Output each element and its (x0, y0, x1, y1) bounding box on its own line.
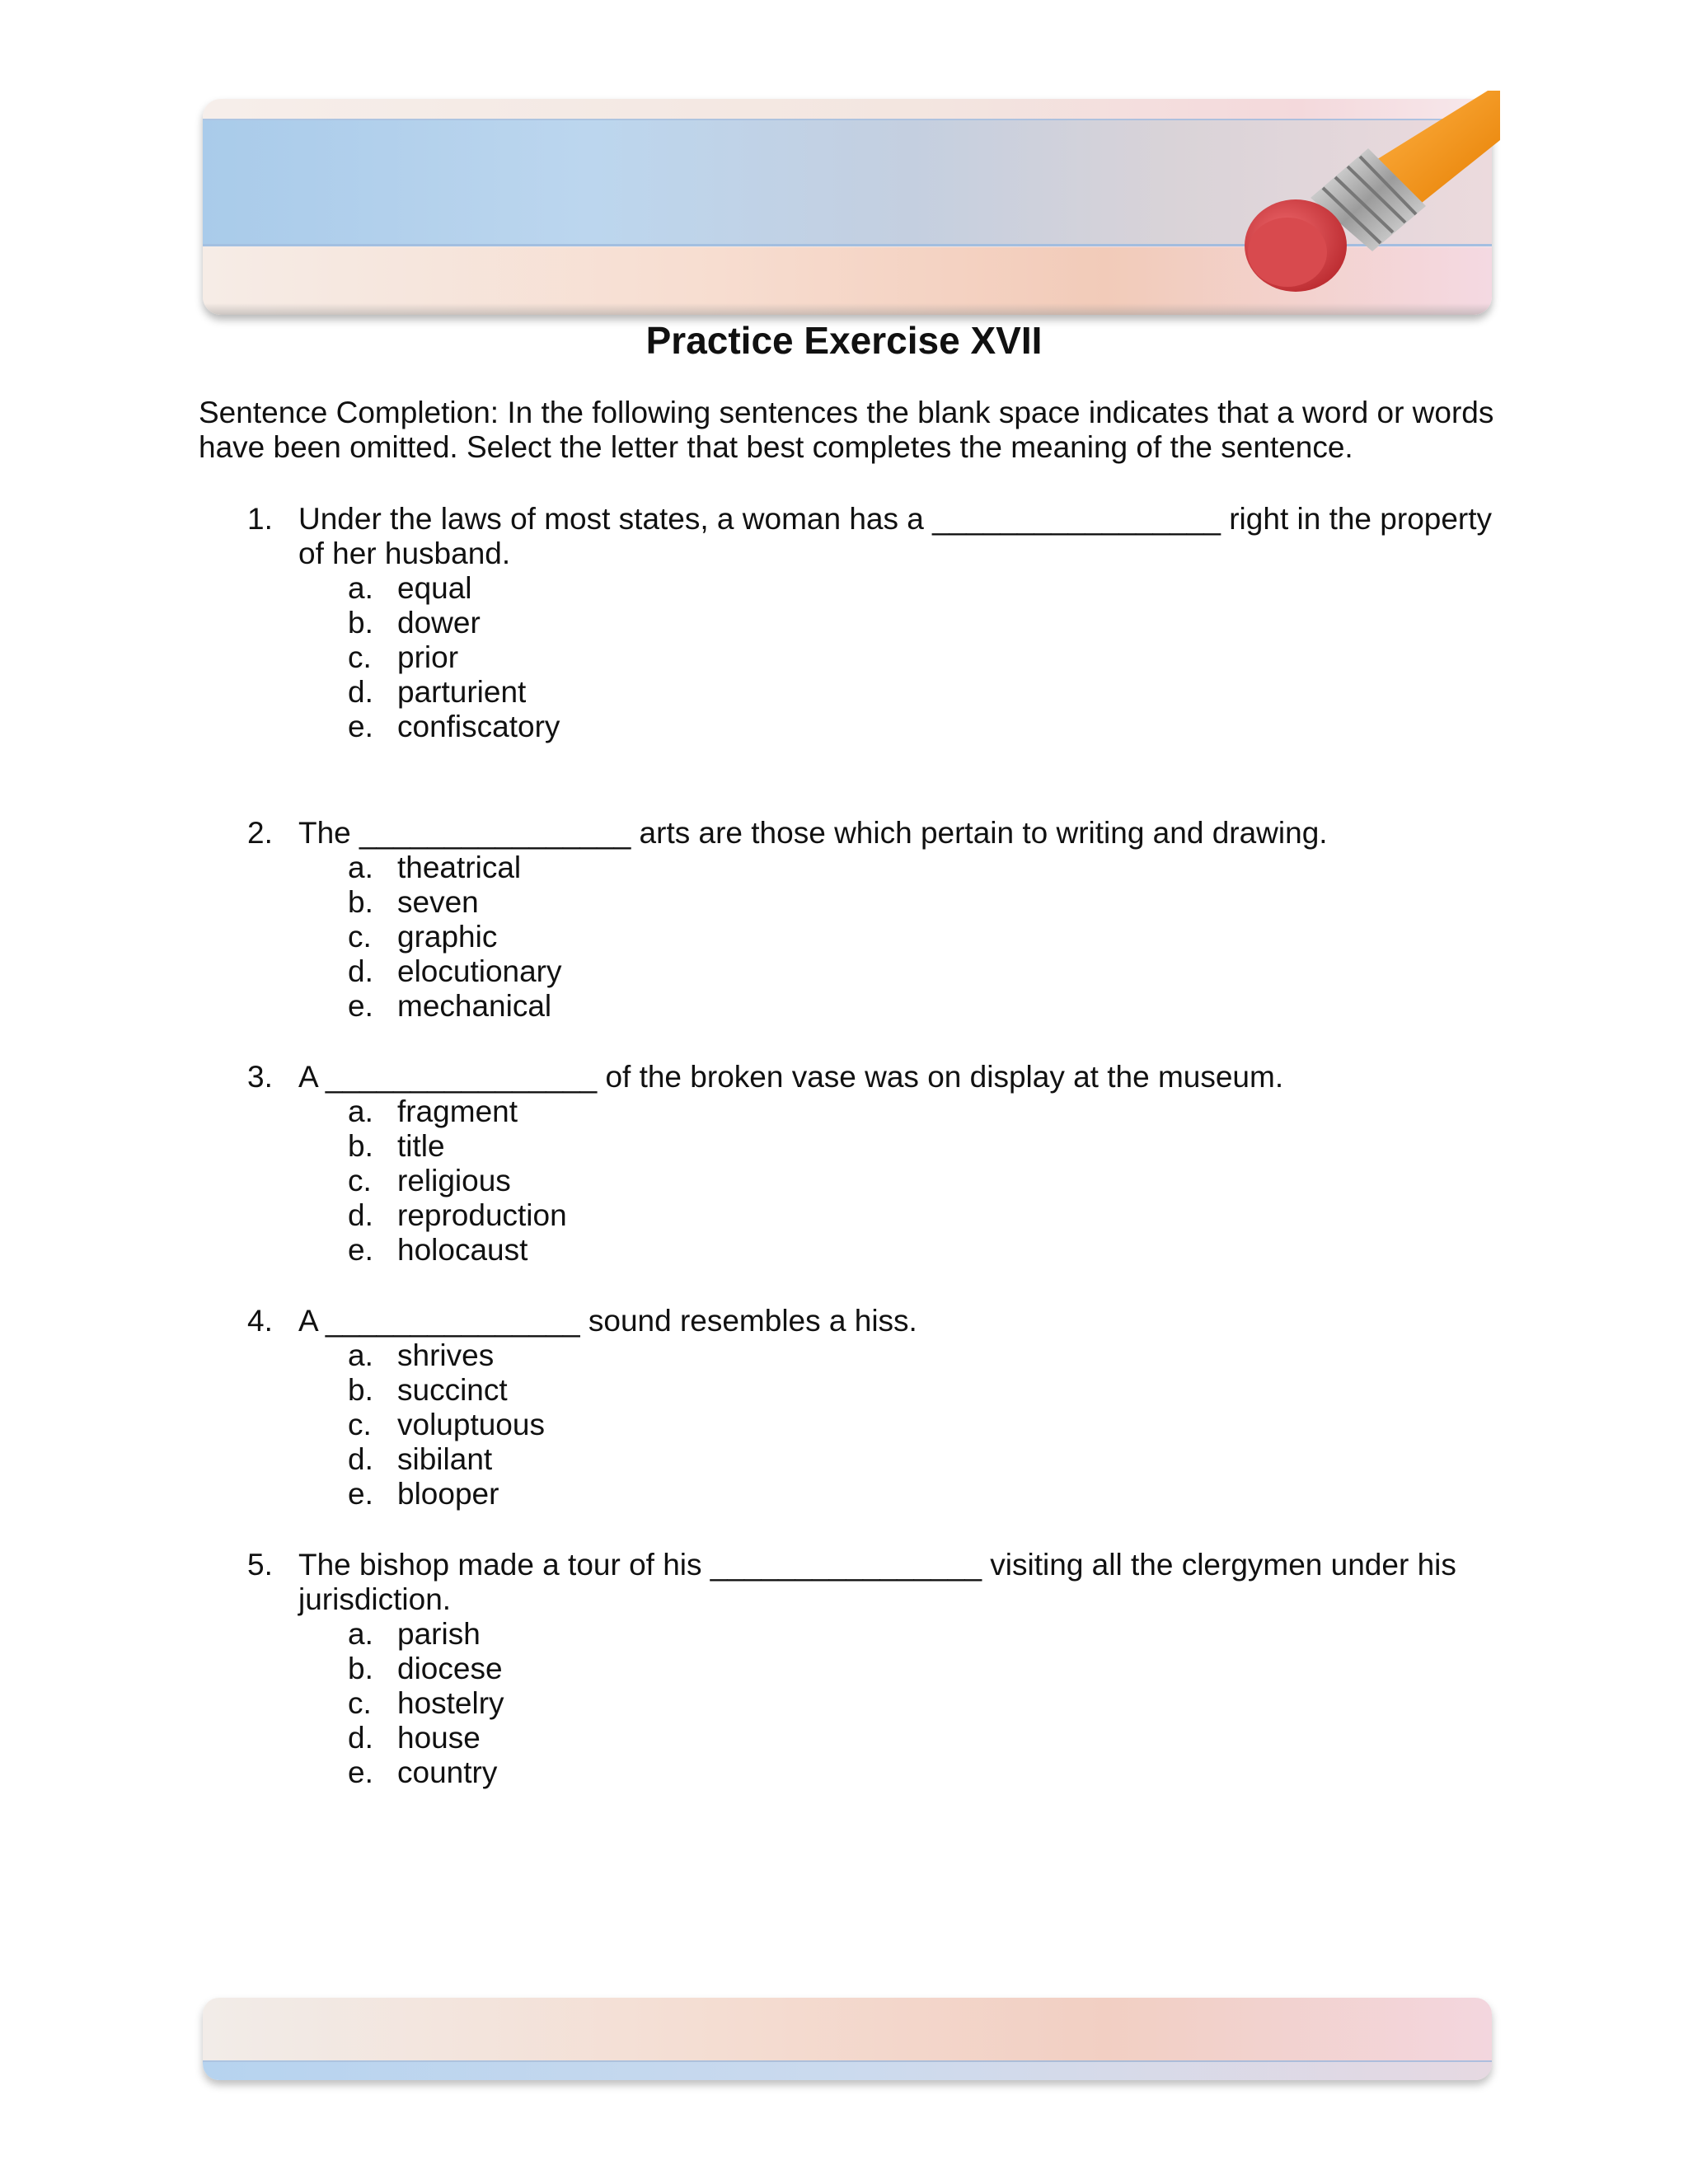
option-letter: c. (348, 1408, 372, 1441)
page-title: Practice Exercise XVII (645, 319, 1043, 362)
option-text: elocutionary (397, 954, 562, 988)
answer-options (247, 851, 1500, 1024)
answer-option[interactable] (348, 1755, 1500, 1790)
option-letter: a. (348, 1094, 373, 1128)
instructions-paragraph: Sentence Completion: In the following sentences the blank space indicates that a word or words have been omitted. Select the letter that best completes the meaning of the sentence. (199, 396, 1494, 464)
option-text: parturient (397, 675, 527, 709)
question-text: A ________________ of the broken vase was on display at the museum. (298, 1060, 1284, 1094)
option-letter: a. (348, 1617, 373, 1651)
pencil-eraser-icon (1203, 91, 1500, 313)
answer-option[interactable] (348, 710, 1500, 744)
option-text: prior (397, 640, 459, 674)
answer-option[interactable] (348, 851, 1500, 885)
option-letter: a. (348, 851, 373, 884)
option-text: graphic (397, 920, 498, 954)
question-text: A _______________ sound resembles a hiss. (298, 1304, 917, 1338)
option-text: shrives (397, 1338, 495, 1372)
option-text: succinct (397, 1373, 508, 1407)
option-text: theatrical (397, 851, 522, 884)
option-letter: c. (348, 1164, 372, 1197)
answer-option[interactable] (348, 1373, 1500, 1408)
answer-option[interactable] (348, 1686, 1500, 1721)
banner-blue-band (203, 2062, 1492, 2080)
option-text: diocese (397, 1652, 503, 1685)
option-text: voluptuous (397, 1408, 545, 1441)
option-letter: e. (348, 710, 373, 743)
option-letter: b. (348, 606, 373, 640)
question-3 (247, 1060, 1500, 1268)
answer-option[interactable] (348, 885, 1500, 920)
option-letter: e. (348, 1755, 373, 1789)
option-letter: d. (348, 1442, 373, 1476)
option-letter: d. (348, 1721, 373, 1755)
question-text: Under the laws of most states, a woman has a _________________ right in the property of her husband. (298, 502, 1493, 570)
option-text: seven (397, 885, 479, 919)
option-text: dower (397, 606, 481, 640)
option-text: fragment (397, 1094, 518, 1128)
answer-option[interactable] (348, 1094, 1500, 1129)
answer-option[interactable] (348, 640, 1500, 675)
answer-options (247, 1338, 1500, 1511)
answer-option[interactable] (348, 571, 1500, 606)
answer-options (247, 1617, 1500, 1790)
answer-option[interactable] (348, 1233, 1500, 1268)
option-text: blooper (397, 1477, 499, 1511)
answer-option[interactable] (348, 1164, 1500, 1198)
question-1 (247, 502, 1500, 744)
answer-option[interactable] (348, 1338, 1500, 1373)
option-letter: c. (348, 1686, 372, 1720)
option-letter: e. (348, 1233, 373, 1267)
option-letter: e. (348, 1477, 373, 1511)
option-text: confiscatory (397, 710, 560, 743)
answer-option[interactable] (348, 1129, 1500, 1164)
question-number: 1. (247, 502, 273, 536)
question-number: 5. (247, 1548, 273, 1582)
question-2 (247, 816, 1500, 1024)
answer-option[interactable] (348, 1408, 1500, 1442)
option-letter: b. (348, 1652, 373, 1685)
option-letter: d. (348, 675, 373, 709)
option-letter: d. (348, 954, 373, 988)
option-letter: e. (348, 989, 373, 1023)
answer-option[interactable] (348, 954, 1500, 989)
footer-banner (203, 1998, 1492, 2080)
option-text: parish (397, 1617, 481, 1651)
option-text: mechanical (397, 989, 552, 1023)
question-4 (247, 1304, 1500, 1511)
answer-option[interactable] (348, 1198, 1500, 1233)
answer-option[interactable] (348, 1442, 1500, 1477)
option-text: house (397, 1721, 481, 1755)
option-text: hostelry (397, 1686, 504, 1720)
option-letter: a. (348, 571, 373, 605)
option-letter: b. (348, 885, 373, 919)
option-letter: a. (348, 1338, 373, 1372)
option-letter: b. (348, 1129, 373, 1163)
answer-option[interactable] (348, 1617, 1500, 1652)
question-number: 3. (247, 1060, 273, 1094)
question-5 (247, 1548, 1500, 1790)
option-text: holocaust (397, 1233, 528, 1267)
option-text: title (397, 1129, 445, 1163)
answer-option[interactable] (348, 920, 1500, 954)
option-letter: b. (348, 1373, 373, 1407)
question-number: 4. (247, 1304, 273, 1338)
answer-options (247, 571, 1500, 744)
answer-option[interactable] (348, 1652, 1500, 1686)
option-letter: d. (348, 1198, 373, 1232)
option-text: equal (397, 571, 472, 605)
question-text: The ________________ arts are those which pertain to writing and drawing. (298, 816, 1328, 850)
question-text: The bishop made a tour of his ________________ visiting all the clergymen under his jurisdiction. (298, 1548, 1456, 1616)
answer-options (247, 1094, 1500, 1268)
answer-option[interactable] (348, 1721, 1500, 1755)
option-letter: c. (348, 920, 372, 954)
option-text: sibilant (397, 1442, 493, 1476)
question-number: 2. (247, 816, 273, 850)
option-text: country (397, 1755, 498, 1789)
option-text: religious (397, 1164, 511, 1197)
option-text: reproduction (397, 1198, 567, 1232)
answer-option[interactable] (348, 989, 1500, 1024)
option-letter: c. (348, 640, 372, 674)
answer-option[interactable] (348, 675, 1500, 710)
answer-option[interactable] (348, 606, 1500, 640)
answer-option[interactable] (348, 1477, 1500, 1511)
